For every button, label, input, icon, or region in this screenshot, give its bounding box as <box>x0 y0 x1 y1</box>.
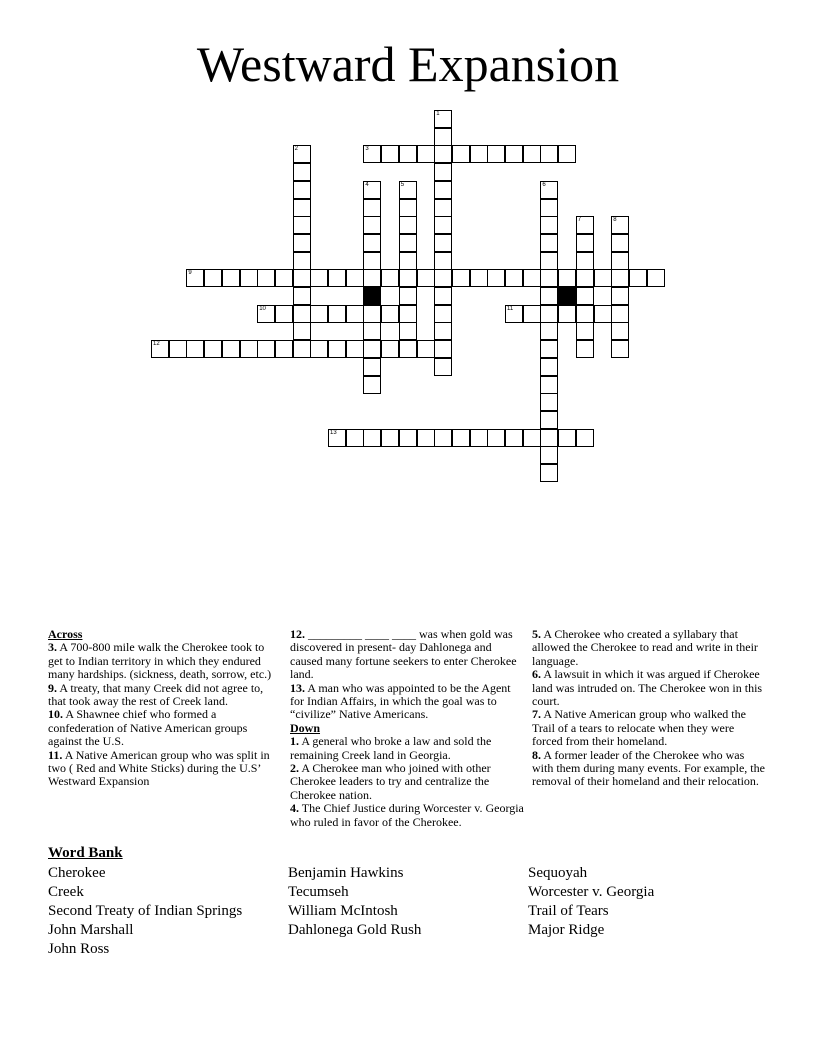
grid-cell[interactable] <box>576 305 594 323</box>
clue-text: A former leader of the Cherokee who was with them during many events. For example, the removal of their homeland and their relocation. <box>532 747 765 789</box>
clue-text: A Native American group who walked the Trail of a tears to relocate when they were forced from their homeland. <box>532 707 746 749</box>
clue-number-label: 12. <box>290 627 305 641</box>
grid-cell[interactable] <box>346 429 364 447</box>
grid-cell[interactable] <box>611 340 629 358</box>
word-bank-item: Worcester v. Georgia <box>528 884 655 900</box>
down-clue <box>290 762 524 802</box>
word-bank-item: John Ross <box>48 941 110 957</box>
grid-cell[interactable] <box>222 269 240 287</box>
grid-cell[interactable] <box>363 269 381 287</box>
grid-cell[interactable] <box>399 429 417 447</box>
grid-cell[interactable] <box>328 269 346 287</box>
grid-cell[interactable] <box>381 305 399 323</box>
black-cell <box>363 287 381 305</box>
grid-cell[interactable] <box>417 145 435 163</box>
grid-cell[interactable] <box>257 305 275 323</box>
word-bank-item: Dahlonega Gold Rush <box>288 922 422 938</box>
grid-cell[interactable] <box>434 145 452 163</box>
clue-number-label: 13. <box>290 680 305 695</box>
grid-cell[interactable] <box>293 287 311 305</box>
grid-cell[interactable] <box>505 269 523 287</box>
clue-number: 9 <box>188 270 192 277</box>
grid-cell[interactable] <box>540 305 558 323</box>
grid-cell[interactable] <box>257 340 275 358</box>
grid-cell[interactable] <box>523 305 541 323</box>
grid-cell[interactable] <box>363 305 381 323</box>
grid-cell[interactable] <box>611 287 629 305</box>
clue-number-label: 6. <box>532 667 541 682</box>
grid-cell[interactable] <box>204 269 222 287</box>
black-cell <box>558 287 576 305</box>
grid-cell[interactable] <box>310 305 328 323</box>
word-bank-column-1 <box>48 864 242 959</box>
grid-cell[interactable] <box>328 429 346 447</box>
down-clue <box>290 735 524 762</box>
grid-cell[interactable] <box>505 429 523 447</box>
clue-text: _________ ____ ____ was when gold was discovered in present- day Dahlonega and caused many fortune seekers to enter Cherokee land. <box>290 627 517 682</box>
word-bank-item: John Marshall <box>48 922 134 938</box>
grid-cell[interactable] <box>293 269 311 287</box>
word-bank-item: Trail of Tears <box>528 903 609 919</box>
clue-number: 8 <box>613 217 617 224</box>
grid-cell[interactable] <box>293 340 311 358</box>
grid-cell[interactable] <box>363 145 381 163</box>
grid-cell[interactable] <box>346 269 364 287</box>
grid-cell[interactable] <box>363 234 381 252</box>
grid-cell[interactable] <box>363 340 381 358</box>
grid-cell[interactable] <box>540 287 558 305</box>
grid-cell[interactable] <box>240 340 258 358</box>
grid-cell[interactable] <box>363 216 381 234</box>
word-bank-item: Creek <box>48 884 84 900</box>
grid-cell[interactable] <box>310 269 328 287</box>
clue-number: 4 <box>365 181 369 188</box>
across-clue <box>48 641 280 681</box>
down-heading: Down <box>290 720 321 735</box>
grid-cell[interactable] <box>434 287 452 305</box>
clue-text: A 700-800 mile walk the Cherokee took to get to Indian territory in which they endured many hardships. (sickness, death, sorrow, etc.) <box>48 640 272 682</box>
grid-cell[interactable] <box>293 199 311 217</box>
word-bank-item: Second Treaty of Indian Springs <box>48 903 243 919</box>
grid-cell[interactable] <box>399 252 417 270</box>
grid-cell[interactable] <box>293 234 311 252</box>
clue-text: A lawsuit in which it was argued if Cherokee land was intruded on. The Cherokee won in this court. <box>532 667 763 709</box>
grid-cell[interactable] <box>381 145 399 163</box>
grid-cell[interactable] <box>363 252 381 270</box>
down-clue <box>290 802 524 829</box>
grid-cell[interactable] <box>540 181 558 199</box>
clues-column-1 <box>48 628 280 789</box>
grid-cell[interactable] <box>417 340 435 358</box>
word-bank-item: Cherokee <box>48 865 106 881</box>
clue-number-label: 10. <box>48 707 63 722</box>
grid-cell[interactable] <box>434 305 452 323</box>
grid-cell[interactable] <box>434 358 452 376</box>
grid-cell[interactable] <box>434 199 452 217</box>
word-bank-column-2 <box>288 864 421 940</box>
grid-cell[interactable] <box>222 340 240 358</box>
clue-text: A Cherokee man who joined with other Cherokee leaders to try and centralize the Cherokee nation. <box>290 761 491 802</box>
grid-cell[interactable] <box>381 340 399 358</box>
grid-cell[interactable] <box>434 252 452 270</box>
grid-cell[interactable] <box>417 429 435 447</box>
grid-cell[interactable] <box>381 429 399 447</box>
clue-text: A Cherokee who created a syllabary that allowed the Cherokee to read and write in their language. <box>532 627 758 668</box>
page-title: Westward Expansion <box>196 36 620 92</box>
grid-cell[interactable] <box>293 252 311 270</box>
grid-cell[interactable] <box>540 234 558 252</box>
grid-cell[interactable] <box>540 464 558 482</box>
clue-number-label: 9. <box>48 680 57 695</box>
grid-cell[interactable] <box>523 429 541 447</box>
grid-cell[interactable] <box>576 252 594 270</box>
clue-number: 11 <box>507 305 514 312</box>
grid-cell[interactable] <box>540 340 558 358</box>
clue-number-label: 5. <box>532 627 541 641</box>
grid-cell[interactable] <box>540 446 558 464</box>
grid-cell[interactable] <box>186 340 204 358</box>
clue-number: 2 <box>294 146 298 153</box>
grid-cell[interactable] <box>487 269 505 287</box>
across-clue <box>48 682 280 709</box>
down-clue <box>532 749 766 789</box>
grid-cell[interactable] <box>505 305 523 323</box>
grid-cell[interactable] <box>399 322 417 340</box>
across-clue <box>48 708 280 748</box>
grid-cell[interactable] <box>611 322 629 340</box>
grid-cell[interactable] <box>434 429 452 447</box>
grid-cell[interactable] <box>523 145 541 163</box>
clue-text: A man who was appointed to be the Agent for Indian Affairs, in which the goal was to “civilize” Native Americans. <box>290 680 511 722</box>
grid-cell[interactable] <box>452 429 470 447</box>
grid-cell[interactable] <box>540 358 558 376</box>
grid-cell[interactable] <box>594 269 612 287</box>
grid-cell[interactable] <box>523 269 541 287</box>
grid-cell[interactable] <box>275 305 293 323</box>
grid-cell[interactable] <box>576 340 594 358</box>
grid-cell[interactable] <box>470 145 488 163</box>
grid-cell[interactable] <box>434 163 452 181</box>
grid-cell[interactable] <box>470 269 488 287</box>
grid-cell[interactable] <box>576 269 594 287</box>
grid-cell[interactable] <box>540 429 558 447</box>
grid-cell[interactable] <box>275 269 293 287</box>
clue-number: 10 <box>259 305 266 312</box>
clues-column-3 <box>532 628 766 789</box>
grid-cell[interactable] <box>293 163 311 181</box>
grid-cell[interactable] <box>611 305 629 323</box>
grid-cell[interactable] <box>540 411 558 429</box>
grid-cell[interactable] <box>399 305 417 323</box>
clue-number-label: 7. <box>532 707 541 722</box>
grid-cell[interactable] <box>452 145 470 163</box>
grid-cell[interactable] <box>505 145 523 163</box>
across-clue <box>290 682 524 722</box>
grid-cell[interactable] <box>399 199 417 217</box>
across-clue <box>48 749 280 789</box>
clue-number: 5 <box>400 181 405 188</box>
grid-cell[interactable] <box>399 340 417 358</box>
grid-cell[interactable] <box>540 216 558 234</box>
grid-cell[interactable] <box>434 181 452 199</box>
grid-cell[interactable] <box>363 429 381 447</box>
grid-cell[interactable] <box>611 269 629 287</box>
grid-cell[interactable] <box>487 145 505 163</box>
word-bank-item: Tecumseh <box>288 884 349 900</box>
clue-number-label: 1. <box>290 734 299 749</box>
grid-cell[interactable] <box>169 340 187 358</box>
grid-cell[interactable] <box>399 287 417 305</box>
grid-cell[interactable] <box>363 181 381 199</box>
down-clue <box>532 708 766 748</box>
grid-cell[interactable] <box>399 216 417 234</box>
grid-cell[interactable] <box>328 305 346 323</box>
clues-column-2 <box>290 628 524 829</box>
word-bank-item: William McIntosh <box>288 903 398 919</box>
clue-number: 7 <box>577 217 582 224</box>
clue-text: A Native American group who was split in two ( Red and White Sticks) during the U.S’ Westward Expansion <box>48 747 270 789</box>
grid-cell[interactable] <box>399 145 417 163</box>
grid-cell[interactable] <box>434 269 452 287</box>
clue-number-label: 4. <box>290 801 299 816</box>
grid-cell[interactable] <box>275 340 293 358</box>
grid-cell[interactable] <box>257 269 275 287</box>
grid-cell[interactable] <box>434 340 452 358</box>
grid-cell[interactable] <box>540 393 558 411</box>
grid-cell[interactable] <box>647 269 665 287</box>
clue-text: The Chief Justice during Worcester v. Georgia who ruled in favor of the Cherokee. <box>290 801 524 829</box>
grid-cell[interactable] <box>399 181 417 199</box>
grid-cell[interactable] <box>310 340 328 358</box>
grid-cell[interactable] <box>434 128 452 146</box>
grid-cell[interactable] <box>434 216 452 234</box>
word-bank-item: Sequoyah <box>528 865 588 881</box>
grid-cell[interactable] <box>594 305 612 323</box>
grid-cell[interactable] <box>452 269 470 287</box>
clue-number: 1 <box>436 111 440 117</box>
grid-cell[interactable] <box>540 145 558 163</box>
grid-cell[interactable] <box>240 269 258 287</box>
clue-number: 13 <box>330 429 337 436</box>
grid-cell[interactable] <box>293 305 311 323</box>
grid-cell[interactable] <box>363 358 381 376</box>
grid-cell[interactable] <box>186 269 204 287</box>
clue-number: 6 <box>542 181 546 188</box>
grid-cell[interactable] <box>293 216 311 234</box>
word-bank-title: Word Bank <box>48 845 123 861</box>
grid-cell[interactable] <box>204 340 222 358</box>
clue-number: 3 <box>365 146 369 153</box>
grid-cell[interactable] <box>399 269 417 287</box>
grid-cell[interactable] <box>540 269 558 287</box>
grid-cell[interactable] <box>293 322 311 340</box>
grid-cell[interactable] <box>540 376 558 394</box>
grid-cell[interactable] <box>576 322 594 340</box>
down-clue <box>532 628 766 668</box>
grid-cell[interactable] <box>434 110 452 128</box>
clue-text: A general who broke a law and sold the remaining Creek land in Georgia. <box>290 734 492 762</box>
clue-text: A Shawnee chief who formed a confederation of Native American groups against the U.S. <box>48 707 248 749</box>
down-clue <box>532 668 766 708</box>
grid-cell[interactable] <box>363 199 381 217</box>
grid-cell[interactable] <box>558 305 576 323</box>
grid-cell[interactable] <box>576 287 594 305</box>
grid-cell[interactable] <box>328 340 346 358</box>
grid-cell[interactable] <box>399 234 417 252</box>
grid-cell[interactable] <box>629 269 647 287</box>
grid-cell[interactable] <box>540 199 558 217</box>
grid-cell[interactable] <box>540 252 558 270</box>
clue-text: A treaty, that many Creek did not agree to, that took away the rest of Creek land. <box>48 680 264 709</box>
grid-cell[interactable] <box>576 429 594 447</box>
grid-cell[interactable] <box>346 305 364 323</box>
grid-cell[interactable] <box>558 145 576 163</box>
word-bank-column-3 <box>528 864 654 940</box>
grid-cell[interactable] <box>293 181 311 199</box>
grid-cell[interactable] <box>558 269 576 287</box>
clue-number-label: 8. <box>532 747 541 762</box>
grid-cell[interactable] <box>346 340 364 358</box>
clue-number-label: 3. <box>48 640 57 655</box>
grid-cell[interactable] <box>576 234 594 252</box>
grid-cell[interactable] <box>576 216 594 234</box>
grid-cell[interactable] <box>611 234 629 252</box>
word-bank-item: Benjamin Hawkins <box>288 865 404 881</box>
grid-cell[interactable] <box>151 340 169 358</box>
grid-cell[interactable] <box>434 234 452 252</box>
grid-cell[interactable] <box>487 429 505 447</box>
clue-number-label: 11. <box>48 747 63 762</box>
across-clue <box>290 628 524 682</box>
across-heading: Across <box>48 627 83 641</box>
word-bank-item: Major Ridge <box>528 922 605 938</box>
grid-cell[interactable] <box>611 252 629 270</box>
grid-cell[interactable] <box>363 376 381 394</box>
grid-cell[interactable] <box>417 269 435 287</box>
grid-cell[interactable] <box>540 322 558 340</box>
grid-cell[interactable] <box>558 429 576 447</box>
grid-cell[interactable] <box>381 269 399 287</box>
clue-number: 12 <box>153 341 160 348</box>
grid-cell[interactable] <box>293 145 311 163</box>
grid-cell[interactable] <box>363 322 381 340</box>
clue-number-label: 2. <box>290 761 299 776</box>
grid-cell[interactable] <box>611 216 629 234</box>
grid-cell[interactable] <box>470 429 488 447</box>
grid-cell[interactable] <box>434 322 452 340</box>
